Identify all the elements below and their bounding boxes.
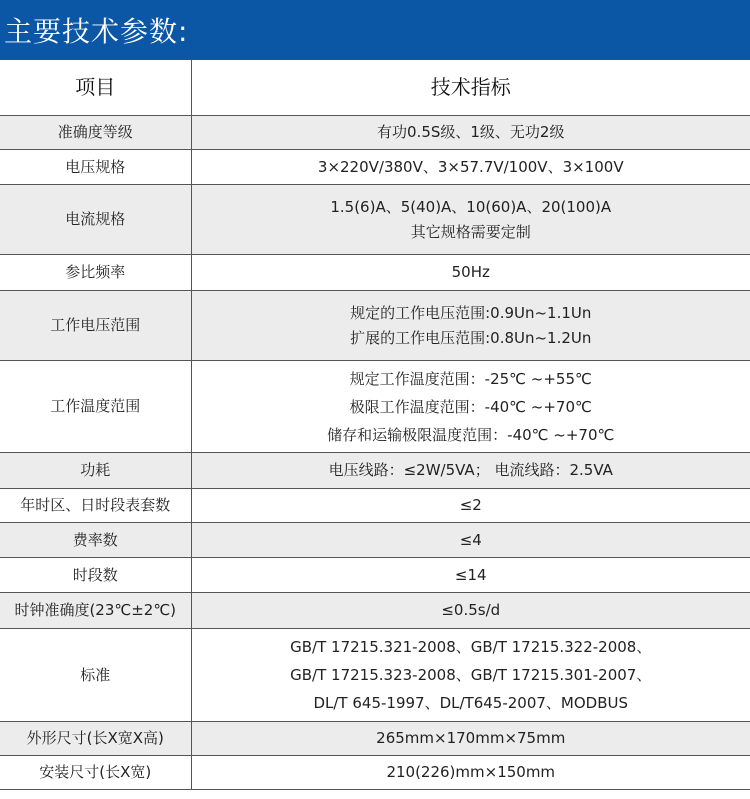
table-row [0, 255, 750, 291]
row-value [191, 558, 750, 593]
row-value [191, 150, 750, 185]
value-line: 规定工作温度范围：-25℃ ~+55℃ [349, 369, 592, 388]
row-value [191, 291, 750, 361]
value-line: 规定的工作电压范围:0.9Un~1.1Un [350, 303, 592, 322]
table-row [0, 453, 750, 489]
section-title: 主要技术参数: [4, 15, 189, 48]
value-line: 210(226)mm×150mm [386, 763, 556, 781]
table-row [0, 291, 750, 361]
row-value [191, 185, 750, 255]
row-label: 工作温度范围 [0, 361, 191, 453]
value-line: 储存和运输极限温度范围：-40℃ ~+70℃ [327, 425, 615, 444]
table-row [0, 116, 750, 150]
row-label: 参比频率 [0, 255, 191, 291]
row-value [191, 489, 750, 523]
row-value [191, 453, 750, 489]
row-label: 工作电压范围 [0, 291, 191, 361]
row-value [191, 593, 750, 629]
value-line: ≤14 [454, 565, 487, 584]
row-label: 费率数 [0, 523, 191, 558]
table-row [0, 523, 750, 558]
row-label: 时段数 [0, 558, 191, 593]
column-header-item: 项目 [0, 60, 191, 116]
row-label: 准确度等级 [0, 116, 191, 150]
section-header [0, 0, 750, 60]
value-line: 1.5(6)A、5(40)A、10(60)A、20(100)A [330, 197, 612, 216]
value-line: ≤4 [459, 530, 482, 549]
value-line: 3×220V/380V、3×57.7V/100V、3×100V [317, 157, 624, 176]
column-header-spec: 技术指标 [191, 60, 750, 116]
table-row [0, 722, 750, 756]
table-row [0, 593, 750, 629]
row-value [191, 255, 750, 291]
row-label: 安装尺寸(长X宽) [0, 756, 191, 790]
row-value [191, 756, 750, 790]
value-line: ≤2 [459, 496, 482, 514]
value-line: GB/T 17215.323-2008、GB/T 17215.301-2007、 [290, 666, 652, 684]
table-row [0, 150, 750, 185]
value-line: DL/T 645-1997、DL/T645-2007、MODBUS [313, 694, 629, 712]
table-header-row [0, 60, 750, 116]
row-value [191, 629, 750, 722]
row-value [191, 722, 750, 756]
value-line: 电压线路：≤2W/5VA； 电流线路：2.5VA [328, 461, 613, 479]
value-line: 其它规格需要定制 [410, 222, 531, 241]
spec-table [0, 60, 750, 790]
row-value [191, 116, 750, 150]
table-row [0, 489, 750, 523]
row-label: 功耗 [0, 453, 191, 489]
row-label: 电流规格 [0, 185, 191, 255]
value-line: 扩展的工作电压范围:0.8Un~1.2Un [350, 328, 592, 347]
table-row [0, 185, 750, 255]
row-label: 电压规格 [0, 150, 191, 185]
row-label: 标准 [0, 629, 191, 722]
row-label: 年时区、日时段表套数 [0, 489, 191, 523]
value-line: 265mm×170mm×75mm [376, 729, 566, 747]
value-line: ≤0.5s/d [441, 601, 501, 619]
table-row [0, 629, 750, 722]
value-line: 极限工作温度范围：-40℃ ~+70℃ [349, 397, 592, 416]
row-label: 时钟准确度(23℃±2℃) [0, 593, 191, 629]
table-row [0, 558, 750, 593]
row-value [191, 523, 750, 558]
table-row [0, 756, 750, 790]
row-value [191, 361, 750, 453]
value-line: 50Hz [451, 263, 490, 281]
row-label: 外形尺寸(长X宽X高) [0, 722, 191, 756]
table-row [0, 361, 750, 453]
value-line: GB/T 17215.321-2008、GB/T 17215.322-2008、 [290, 638, 652, 656]
table-body [0, 116, 750, 790]
value-line: 有功0.5S级、1级、无功2级 [377, 123, 565, 141]
